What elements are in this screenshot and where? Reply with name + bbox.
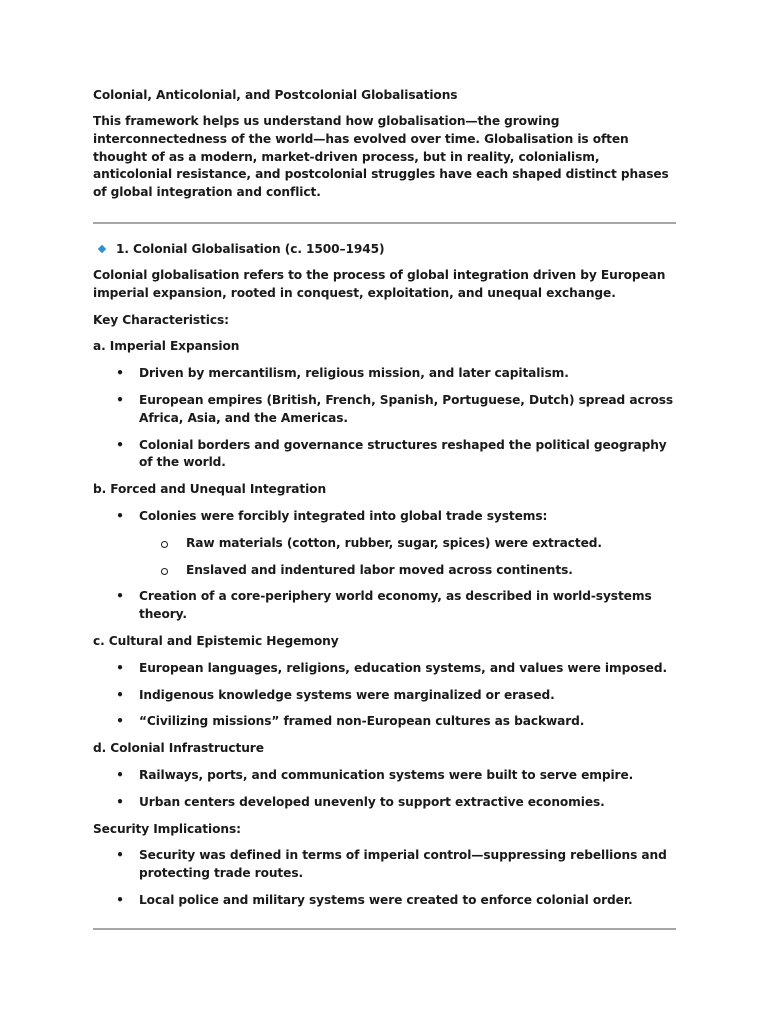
bullet-list: [93, 767, 676, 812]
list-item: [93, 687, 676, 705]
horizontal-rule: [93, 928, 676, 930]
list-item: [93, 437, 676, 473]
definition-paragraph: Colonial globalisation refers to the process of global integration driven by European imperial expansion, rooted in conquest, exploitation, and unequal exchange.: [93, 267, 666, 300]
list-item-text: Colonies were forcibly integrated into global trade systems:: [139, 508, 548, 523]
list-item: [93, 892, 676, 910]
bullet-icon: •: [116, 794, 124, 809]
list-item: [93, 847, 676, 883]
bullet-list: [93, 847, 676, 909]
section-heading: [93, 240, 676, 258]
list-item-text: Driven by mercantilism, religious mission, and later capitalism.: [139, 366, 569, 381]
list-item-text: Security was defined in terms of imperial control—suppressing rebellions and protecting trade routes.: [139, 848, 667, 881]
sub-list-item: [139, 535, 676, 553]
list-item-text: Local police and military systems were created to enforce colonial order.: [139, 892, 633, 907]
list-item-text: Railways, ports, and communication systems were built to serve empire.: [139, 767, 634, 782]
list-item-text: Urban centers developed unevenly to support extractive economies.: [139, 794, 605, 809]
circle-bullet-icon: [161, 568, 168, 575]
bullet-list: [93, 365, 676, 472]
list-item: [93, 794, 676, 812]
list-item-text: “Civilizing missions” framed non-European cultures as backward.: [139, 714, 585, 729]
subheading-forced-integration: b. Forced and Unequal Integration: [93, 482, 327, 497]
key-characteristics-label: Key Characteristics:: [93, 312, 229, 327]
diamond-icon: [98, 245, 106, 253]
list-item-text: European empires (British, French, Spanish, Portuguese, Dutch) spread across Africa, Asia, and the Americas.: [139, 392, 674, 425]
bullet-icon: •: [116, 687, 124, 702]
list-item: [93, 365, 676, 383]
bullet-icon: •: [116, 660, 124, 675]
bullet-icon: •: [116, 589, 124, 604]
bullet-icon: •: [116, 892, 124, 907]
sub-list-item-text: Raw materials (cotton, rubber, sugar, spices) were extracted.: [186, 535, 602, 550]
list-item: [93, 713, 676, 731]
list-item-text: Creation of a core-periphery world economy, as described in world-systems theory.: [139, 589, 652, 622]
bullet-list: [93, 508, 676, 624]
list-item: [93, 588, 676, 624]
sub-bullet-list: [139, 535, 676, 580]
bullet-icon: •: [116, 392, 124, 407]
bullet-icon: •: [116, 848, 124, 863]
list-item-text: Colonial borders and governance structures reshaped the political geography of the world.: [139, 437, 667, 470]
subheading-imperial-expansion: a. Imperial Expansion: [93, 339, 240, 354]
sub-list-item-text: Enslaved and indentured labor moved across continents.: [186, 562, 573, 577]
intro-paragraph: This framework helps us understand how globalisation—the growing interconnectedness of the world—has evolved over time. Globalisation is often thought of as a modern, market-driven process, but in reality, colonialism, anticolonial resistance, and postcolonial struggles have each shaped distinct phases of global integration and conflict.: [93, 114, 669, 200]
bullet-icon: •: [116, 366, 124, 381]
bullet-icon: •: [116, 714, 124, 729]
bullet-icon: •: [116, 508, 124, 523]
sub-list-item: [139, 562, 676, 580]
list-item: [93, 508, 676, 579]
list-item: [93, 392, 676, 428]
list-item: [93, 660, 676, 678]
subheading-security-implications: Security Implications:: [93, 821, 241, 836]
subheading-colonial-infrastructure: d. Colonial Infrastructure: [93, 741, 264, 756]
document-page: [93, 86, 676, 930]
list-item: [93, 767, 676, 785]
horizontal-rule: [93, 222, 676, 224]
bullet-icon: •: [116, 767, 124, 782]
list-item-text: European languages, religions, education systems, and values were imposed.: [139, 660, 667, 675]
document-title: Colonial, Anticolonial, and Postcolonial Globalisations: [93, 88, 458, 102]
circle-bullet-icon: [161, 541, 168, 548]
list-item-text: Indigenous knowledge systems were marginalized or erased.: [139, 687, 555, 702]
bullet-icon: •: [116, 437, 124, 452]
bullet-list: [93, 660, 676, 731]
section-title: 1. Colonial Globalisation (c. 1500–1945): [116, 241, 385, 256]
subheading-cultural-hegemony: c. Cultural and Epistemic Hegemony: [93, 633, 339, 648]
